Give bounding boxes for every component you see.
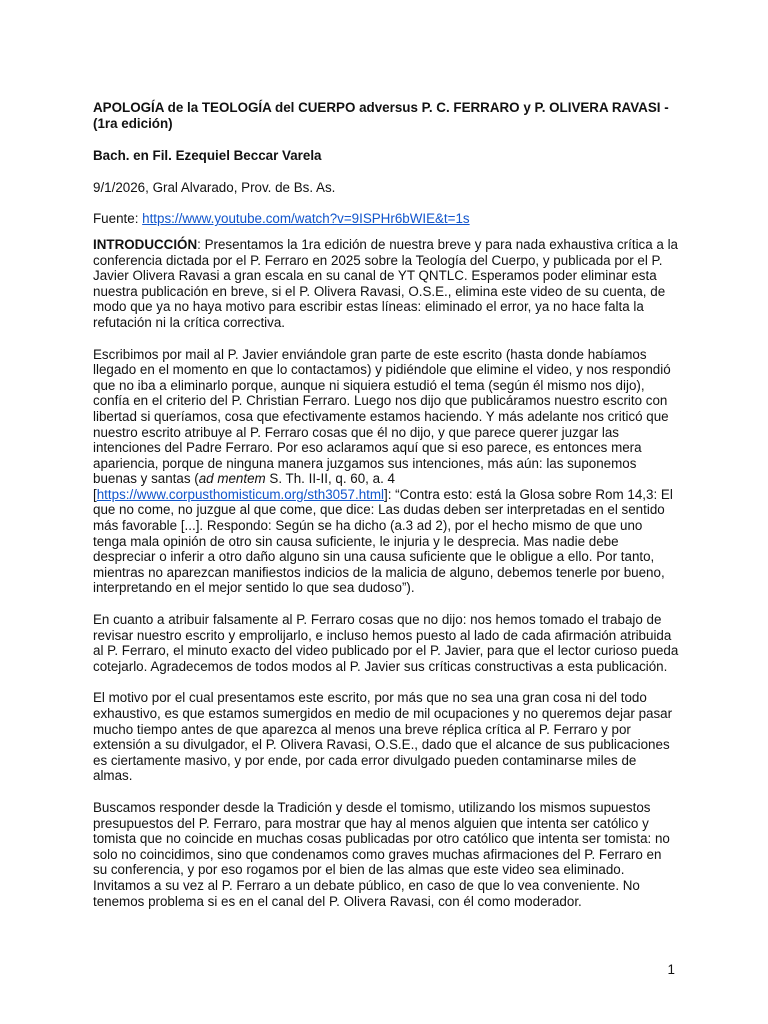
para2-text-middle: S. Th. II-II, q. 60, a. 4 [ [93,471,395,502]
page-number: 1 [667,962,675,977]
source-label: Fuente: [93,211,143,227]
source-link[interactable]: https://www.youtube.com/watch?v=9ISPHr6bWIE&t=1s [142,211,470,227]
author-line: Bach. en Fil. Ezequiel Beccar Varela [93,148,322,164]
para2-text-start: Escribimos por mail al P. Javier enviándole gran parte de este escrito (hasta donde habíamos llegado en el momento en que lo contactamos) y pidiéndole que elimine el video, y nos respondió que no iba a eliminarlo porque, aunque ni siquiera estudió el tema (según él mismo nos dijo), confía en el criterio del P. Christian Ferraro. Luego nos dijo que publicáramos nuestro escrito con libertad si queríamos, cosa que efectivamente estamos haciendo. Y más adelante nos criticó que nuestro escrito atribuye al P. Ferraro cosas que él no dijo, y que parece querer juzgar las intenciones del Padre Ferraro. Por eso aclaramos aquí que si eso parece, es entonces mera apariencia, porque de ninguna manera juzgamos sus intenciones, más aún: las suponemos buenas y santas ( [93,346,671,487]
date-place-line: 9/1/2026, Gral Alvarado, Prov. de Bs. As. [93,179,336,195]
para2-italic: ad mentem [198,471,266,487]
intro-heading: INTRODUCCIÓN [93,236,198,252]
document-body [93,100,679,925]
paragraph-4: El motivo por el cual presentamos este escrito, por más que no sea una gran cosa ni del todo exhaustivo, es que estamos sumergidos en medio de mil ocupaciones y no queremos dejar pasar mucho tiempo antes de que aparezca al menos una breve réplica crítica al P. Ferraro y por extensión a su divulgador, el P. Olivera Ravasi, O.S.E., dado que el alcance de sus publicaciones es ciertamente masivo, y por ende, por cada error divulgado pueden contaminarse miles de almas. [93,690,673,784]
intro-text: : Presentamos la 1ra edición de nuestra breve y para nada exhaustiva crítica a la conferencia dictada por el P. Ferraro en 2025 sobre la Teología del Cuerpo, y publicada por el P. Javier Olivera Ravasi a gran escala en su canal de YT QNTLC. Esperamos poder eliminar esta nuestra publicación en breve, si el P. Olivera Ravasi, O.S.E., elimina este video de su cuenta, de modo que ya no haya motivo para escribir estas líneas: eliminado el error, ya no hace falta la refutación ni la crítica correctiva. [93,236,679,330]
paragraph-5: Buscamos responder desde la Tradición y desde el tomismo, utilizando los mismos supuestos presupuestos del P. Ferraro, para mostrar que hay al menos alguien que intenta ser católico y tomista que no coincide en muchas cosas publicadas por otro católico que intenta ser tomista: no solo no coincidimos, sino que condenamos como graves muchas afirmaciones del P. Ferraro en su conferencia, y por eso rogamos por el bien de las almas que este video sea eliminado. Invitamos a su vez al P. Ferraro a un debate público, en caso de que lo vea conveniente. No tenemos problema si es en el canal del P. Olivera Ravasi, con él como moderador. [93,799,670,909]
corpus-link[interactable]: https://www.corpusthomisticum.org/sth3057.html [96,486,385,502]
para2-text-end: ]: “Contra esto: está la Glosa sobre Rom 14,3: El que no come, no juzgue al que come, que dice: Las dudas deben ser interpretadas en el sentido más favorable [...]. Respondo: Según se ha dicho (a.3 ad 2), por el hecho mismo de que uno tenga mala opinión de otro sin causa suficiente, le injuria y le desprecia. Mas nadie debe despreciar o inferir a otro daño alguno sin una causa suficiente que le obligue a ello. Por tanto, mientras no aparezcan manifiestos indicios de la malicia de alguno, debemos tenerle por bueno, interpretando en el mejor sentido lo que sea dudoso”). [93,486,673,596]
paragraph-2 [93,347,679,597]
paragraph-3: En cuanto a atribuir falsamente al P. Ferraro cosas que no dijo: nos hemos tomado el trabajo de revisar nuestro escrito y emprolijarlo, e incluso hemos puesto al lado de cada afirmación atribuida al P. Ferraro, el minuto exacto del video publicado por el P. Javier, para que el lector curioso pueda cotejarlo. Agradecemos de todos modos al P. Javier sus críticas constructivas a esta publicación. [93,612,679,674]
introduction-paragraph [93,237,679,331]
document-title: APOLOGÍA de la TEOLOGÍA del CUERPO adversus P. C. FERRARO y P. OLIVERA RAVASI - (1ra edición) [93,100,669,131]
source-line [93,211,679,227]
